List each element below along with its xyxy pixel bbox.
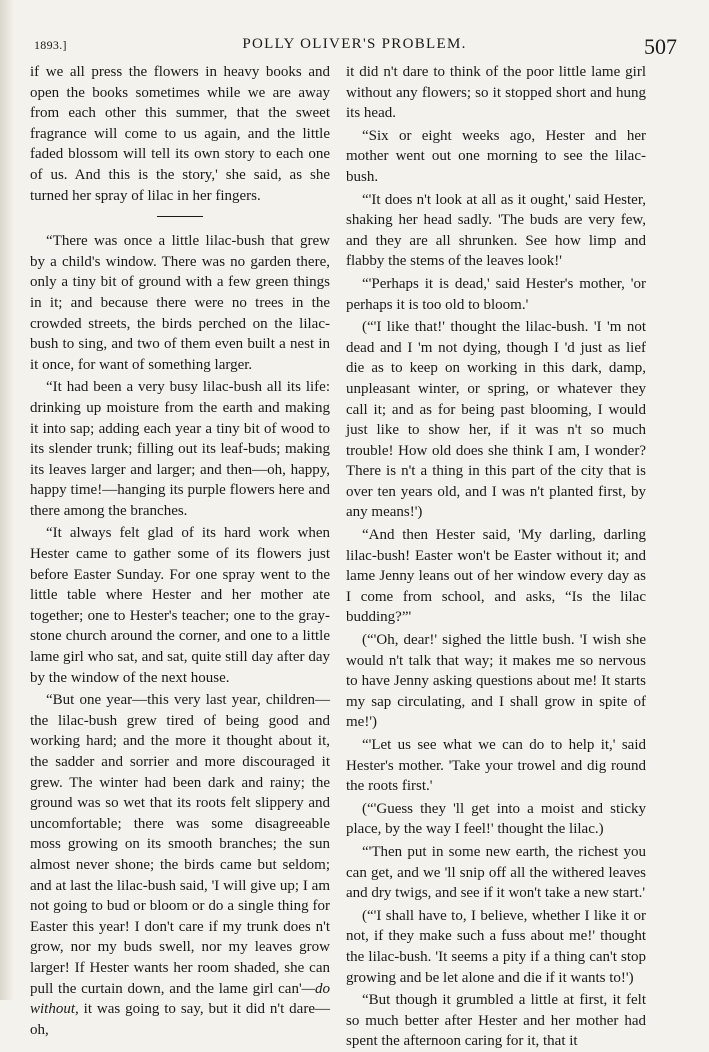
- paragraph: “It always felt glad of its hard work when Hester came to gather some of its flowers just before Easter Sunday. For one spray went to the little table where Hester and her mother ate together; one to Hester's teacher; one to the gray-stone church around the corner, and one to a little lame girl who sat, and sat, quite still day after day by the window of the next house.: [30, 525, 330, 686]
- italic-text: —do without,: [30, 980, 330, 1018]
- paragraph: “And then Hester said, 'My darling, darling lilac-bush! Easter won't be Easter without it; and lame Jenny leans out of her window every day as I come from school, and asks, “Is the lilac budding?”': [346, 527, 646, 626]
- paragraph-text: it was going to say, but it did n't dare—oh,: [30, 1001, 330, 1038]
- paragraph: “Six or eight weeks ago, Hester and her mother went out one morning to see the lilac-bush.: [346, 127, 646, 185]
- paragraph: (“'I shall have to, I believe, whether I like it or not, if they make such a fuss about me!' thought the lilac-bush. 'It seems a pity if a thing can't stop growing and be let alone and die if it wants to!'): [346, 907, 646, 986]
- paragraph: “But though it grumbled a little at first, it felt so much better after Hester and her mother had spent the afternoon caring for it, that it: [346, 992, 646, 1050]
- paragraph-text: “But one year—this very last year, children—the lilac-bush grew tired of being good and working hard; and the more it thought about it, the sadder and sorrier and more discouraged it grew. The winter had been dark and rainy; the ground was so wet that its roots felt slippery and uncomfortable; there was some disagreeable moss growing on its smooth branches; the sun almost never shone; the birds came but seldom; and at last the lilac-bush said, 'I will give up; I am not going to bud or bloom or do a single thing for Easter this year! I don't care if my trunk does n't grow, nor my buds swell, nor my leaves grow larger! If Hester wants her room shaded, she can pull the curtain down, and the lame girl can': [30, 692, 330, 997]
- header-year: 1893.]: [34, 38, 67, 52]
- header-title: POLLY OLIVER'S PROBLEM.: [242, 36, 467, 52]
- paragraph: “'It does n't look at all as it ought,' said Hester, shaking her head sadly. 'The buds are very few, and they are all shrunken. See how limp and flabby the stems of the leaves look!': [346, 191, 646, 270]
- paragraph: “It had been a very busy lilac-bush all its life: drinking up moisture from the earth and making it into sap; adding each year a tiny bit of wood to its slender trunk; filling out its leaf-buds; making its leaves larger and larger; and then—oh, happy, happy time!—hanging its purple flowers here and there among the branches.: [30, 379, 330, 519]
- paragraph: “There was once a little lilac-bush that grew by a child's window. There was no garden there, only a tiny bit of ground with a few green things in it; and because there were no trees in the crowded streets, the birds perched on the lilac-bush to sing, and two of them even built a nest in it once, for want of something larger.: [30, 233, 330, 373]
- paragraph: “'Perhaps it is dead,' said Hester's mother, 'or perhaps it is too old to bloom.': [346, 275, 646, 313]
- left-column: [30, 62, 330, 1040]
- section-divider: [157, 216, 203, 217]
- paragraph: it did n't dare to think of the poor little lame girl without any flowers; so it stopped short and hung its head.: [346, 64, 646, 122]
- paragraph: “'Then put in some new earth, the richest you can get, and we 'll snip off all the withered leaves and dry twigs, and see if it won't take a new start.': [346, 843, 646, 902]
- page-number: 507: [644, 34, 677, 59]
- paragraph: (“'Guess they 'll get into a moist and sticky place, by the way I feel!' thought the lilac.): [346, 800, 646, 838]
- paragraph: if we all press the flowers in heavy books and open the books sometimes while we are away from each other this summer, that the sweet fragrance will come to us again, and the little faded blossom will tell its own story to each one of us. And this is the story,' she said, as she turned her spray of lilac in her fingers.: [30, 64, 330, 204]
- running-header: [30, 28, 679, 62]
- paragraph: [30, 690, 330, 1040]
- page-binding-shadow: [0, 0, 14, 1000]
- paragraph: (“'I like that!' thought the lilac-bush. 'I 'm not dead and I 'm not dying, though I 'd just as lief die as to keep on working in this dark, damp, unpleasant winter, or spring, or whatever they call it; and as for being past blooming, I would just like to show her, if it was n't so much trouble! How old does she think I am, I wonder? There is n't a thing in this part of the city that is over ten years old, and I was n't planted first, by any means!'): [346, 319, 646, 521]
- paragraph: (“'Oh, dear!' sighed the little bush. 'I wish she would n't talk that way; it makes me so nervous to have Jenny asking questions about me! It starts my sap circulating, and I shall grow in spite of me!'): [346, 632, 646, 731]
- right-column: [346, 62, 646, 1052]
- paragraph: “'Let us see what we can do to help it,' said Hester's mother. 'Take your trowel and dig round the roots first.': [346, 737, 646, 795]
